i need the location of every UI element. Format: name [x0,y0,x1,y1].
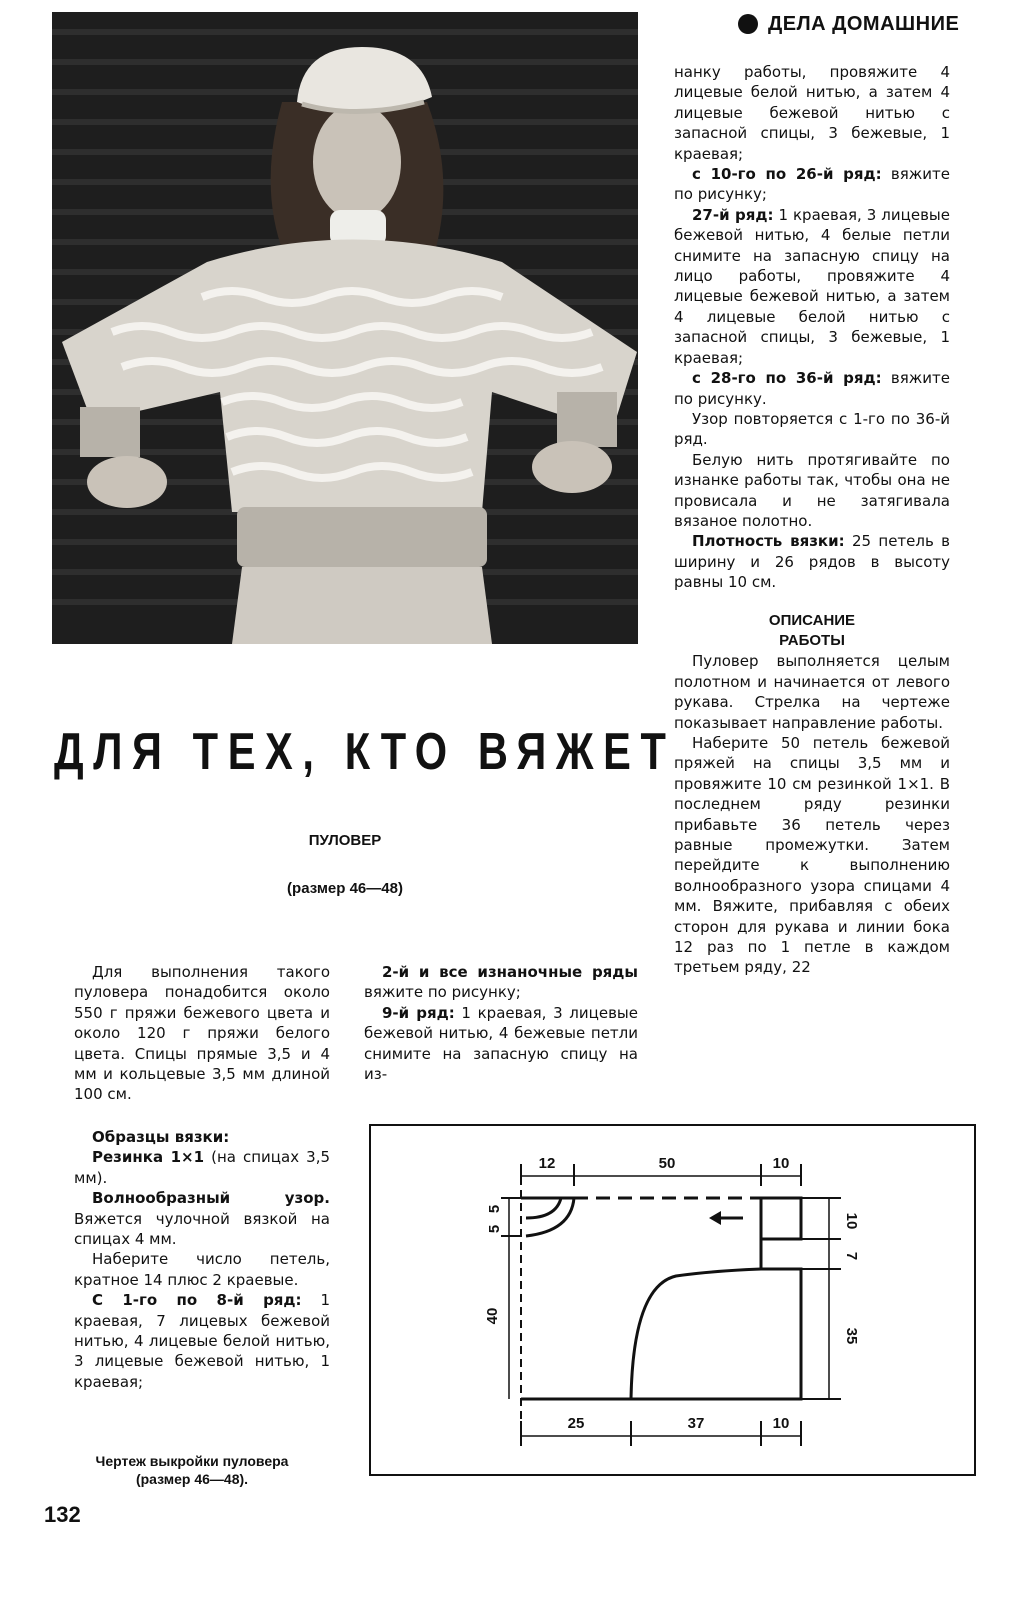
repeat-paragraph: Узор повторяется с 1-го по 36-й ряд. [674,409,950,449]
dim-right-height: 35 [843,1327,860,1345]
wave-paragraph: Волнообразный узор. Вяжется чулочной вязкой на спицах 4 мм. [74,1189,330,1249]
cast-on-paragraph: Наберите число петель, кратное 14 плюс 2 краевые. [74,1250,330,1289]
text-column-left-samples [74,1127,330,1392]
dim-left-height: 40 [484,1307,501,1325]
dim-top-right: 10 [772,1155,790,1172]
white-yarn-paragraph: Белую нить протягивайте по изнанке работы так, чтобы она не провисала и не затягивала вязаное полотно. [674,450,950,530]
description-heading-2: РАБОТЫ [779,631,845,649]
intro-paragraph: Для выполнения такого пуловера понадобится около 550 г пряжи бежевого цвета и около 120 г пряжи белого цвета. Спицы прямые 3,5 и 4 мм и кольцевые 3,5 мм длиной 100 см. [74,963,330,1104]
dim-bottom-mid: 37 [687,1415,705,1432]
section-title: ДЕЛА ДОМАШНИЕ [768,12,960,35]
text-column-left-intro [74,962,330,1105]
dim-right-a: 10 [843,1212,860,1230]
description-paragraph-1: Пуловер выполняется целым полотном и начинается от левого рукава. Стрелка на чертеже показывает направление работы. [674,652,950,732]
dim-left-a: 5 [486,1204,503,1214]
pattern-diagram [369,1124,976,1476]
dim-top-mid: 50 [658,1155,676,1172]
article-title: ДЛЯ ТЕХ, КТО ВЯЖЕТ [54,723,676,781]
direction-arrow-icon [709,1211,743,1225]
dim-bottom-right: 10 [772,1415,790,1432]
caption-line-1: Чертеж выкройки пуловера [95,1453,289,1469]
row-27-paragraph: 27-й ряд: 1 краевая, 3 лицевые бежевой нитью, 4 белые петли снимите на запасную спицу на лицо работы, провяжите 4 лицевые бежевой нитью, а затем 4 лицевые белой нитью с запасной спицы, 3 бежевые, 1 краевая; [674,205,950,367]
description-heading-1: ОПИСАНИЕ [768,611,856,629]
article-subtitle: ПУЛОВЕР [308,832,382,849]
caption-line-2: (размер 46—48). [135,1471,249,1487]
sweater-photo [52,12,638,644]
size-note: (размер 46—48) [287,880,403,897]
page-number: 132 [44,1502,81,1527]
bullet-icon [738,14,758,34]
continuation-paragraph: нанку работы, провяжите 4 лицевые белой нитью, а затем 4 лицевые бежевой нитью с запасной спицы, 3 бежевые, 1 краевая; [674,63,950,163]
description-paragraph-2: Наберите 50 петель бежевой пряжей на спицы 3,5 мм и провяжите 10 см резинкой 1×1. В последнем ряду резинки прибавьте 36 петель через равные промежутки. Затем перейдите к выполнению волнообразного узора спицами 4 мм. Вяжите, прибавляя с обеих сторон для рукава и линии бока 12 раз по 1 петле в каждом третьем ряду, 22 [674,734,950,977]
rows-10-26-paragraph: с 10-го по 26-й ряд: вяжите по рисунку; [674,165,950,204]
row-2-paragraph: 2-й и все изнаночные ряды вяжите по рисунку; [364,963,638,1002]
row-9-paragraph: 9-й ряд: 1 краевая, 3 лицевые бежевой нитью, 4 бежевые петли снимите на запасную спицу на из- [364,1003,638,1084]
rows-1-8-paragraph: С 1-го по 8-й ряд: 1 краевая, 7 лицевых бежевой нитью, 4 лицевые белой нитью, 3 лицевые бежевой нитью, 1 краевая; [74,1291,331,1391]
dim-left-b: 5 [486,1224,503,1234]
density-paragraph: Плотность вязки: 25 петель в ширину и 26 рядов в высоту равны 10 см. [674,532,950,592]
dim-top-left: 12 [538,1155,556,1172]
dim-bottom-left: 25 [567,1415,585,1432]
text-column-middle [364,962,638,1084]
rows-28-36-paragraph: с 28-го по 36-й ряд: вяжите по рисунку. [674,369,950,408]
dim-right-b: 7 [843,1251,860,1261]
diagram-caption [52,1452,332,1488]
text-column-right [674,62,950,978]
samples-heading: Образцы вязки: [92,1128,230,1146]
section-header [738,8,1000,40]
rib-paragraph: Резинка 1×1 (на спицах 3,5 мм). [74,1148,331,1187]
